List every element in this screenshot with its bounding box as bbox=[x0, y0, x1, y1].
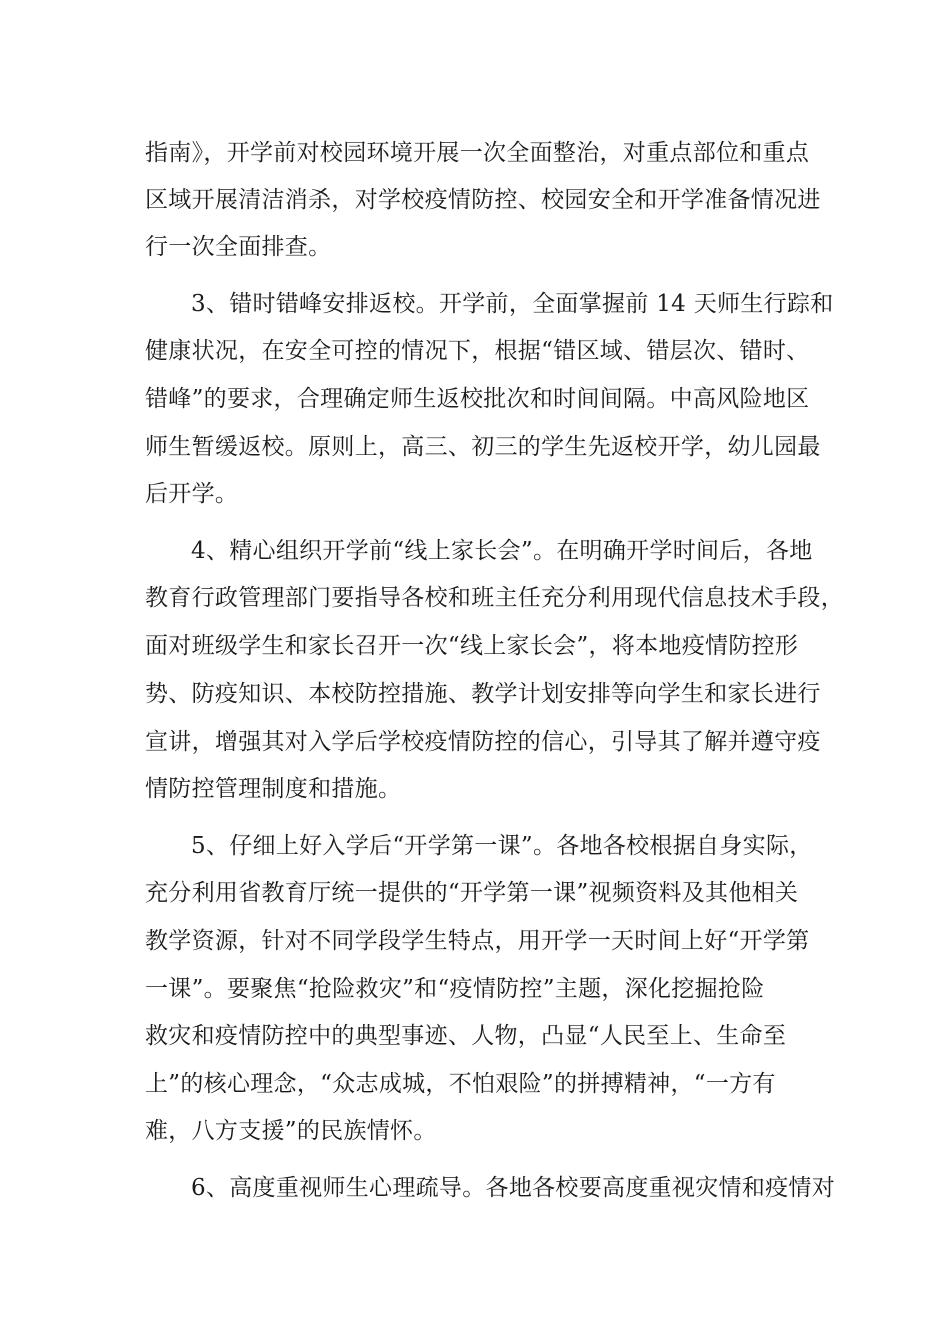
text-line: 行一次全面排查。 bbox=[145, 234, 332, 260]
text-line: 宣讲，增强其对入学后学校疫情防控的信心，引导其了解并遵守疫 bbox=[145, 729, 821, 755]
text-line: 4、精心组织开学前“线上家长会”。在明确开学时间后，各地 bbox=[191, 538, 813, 564]
text-line: 一课”。要聚焦“抢险救灾”和“疫情防控”主题，深化挖掘抢险 bbox=[145, 976, 765, 1002]
text-line: 救灾和疫情防控中的典型事迹、人物，凸显“人民至上、生命至 bbox=[145, 1023, 787, 1049]
text-line: 情防控管理制度和措施。 bbox=[145, 776, 402, 802]
text-line: 面对班级学生和家长召开一次“线上家长会”，将本地疫情防控形 bbox=[145, 633, 799, 659]
text-line: 6、高度重视师生心理疏导。各地各校要高度重视灾情和疫情对 bbox=[191, 1175, 836, 1201]
text-line: 5、仔细上好入学后“开学第一课”。各地各校根据自身实际， bbox=[191, 833, 813, 859]
text-line: 错峰”的要求，合理确定师生返校批次和时间间隔。中高风险地区 bbox=[145, 386, 810, 412]
text-line: 指南》，开学前对校园环境开展一次全面整治，对重点部位和重点 bbox=[145, 140, 810, 166]
text-line: 后开学。 bbox=[145, 481, 239, 507]
text-line: 师生暂缓返校。原则上，高三、初三的学生先返校开学，幼儿园最 bbox=[145, 434, 821, 460]
text-line: 充分利用省教育厅统一提供的“开学第一课”视频资料及其他相关 bbox=[145, 880, 799, 906]
text-line: 上”的核心理念，“众志成城，不怕艰险”的拼搏精神，“一方有 bbox=[145, 1071, 776, 1097]
text-line: 教育行政管理部门要指导各校和班主任充分利用现代信息技术手段， bbox=[145, 585, 844, 611]
text-line: 3、错时错峰安排返校。开学前，全面掌握前 14 天师生行踪和 bbox=[191, 291, 834, 317]
text-line: 势、防疫知识、本校防控措施、教学计划安排等向学生和家长进行 bbox=[145, 681, 821, 707]
text-line: 健康状况，在安全可控的情况下，根据“错区域、错层次、错时、 bbox=[145, 338, 810, 364]
text-line: 区域开展清洁消杀，对学校疫情防控、校园安全和开学准备情况进 bbox=[145, 187, 821, 213]
text-line: 教学资源，针对不同学段学生特点，用开学一天时间上好“开学第 bbox=[145, 928, 810, 954]
text-line: 难，八方支援”的民族情怀。 bbox=[145, 1118, 437, 1144]
